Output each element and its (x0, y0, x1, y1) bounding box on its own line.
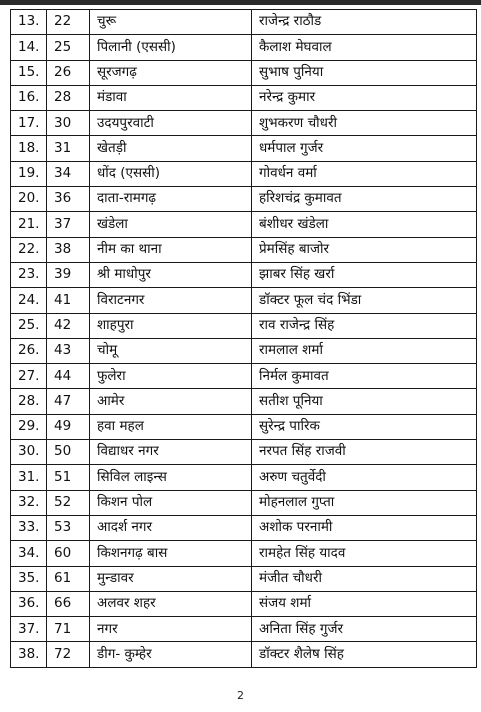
constituency-number-cell: 42 (47, 313, 90, 338)
serial-number-cell: 29. (11, 414, 47, 439)
serial-number-cell: 35. (11, 566, 47, 591)
table-row (11, 338, 477, 363)
candidate-name-cell: शुभकरण चौधरी (252, 111, 477, 136)
constituency-name-cell: किशन पोल (90, 490, 252, 515)
constituency-name-cell: उदयपुरवाटी (90, 111, 252, 136)
table-row (11, 364, 477, 389)
constituency-number-cell: 31 (47, 136, 90, 161)
serial-number-cell: 21. (11, 212, 47, 237)
serial-number-cell: 16. (11, 85, 47, 110)
serial-number-cell: 37. (11, 617, 47, 642)
candidate-name-cell: सतीश पूनिया (252, 389, 477, 414)
candidate-name-cell: निर्मल कुमावत (252, 364, 477, 389)
table-row (11, 262, 477, 287)
table-row (11, 389, 477, 414)
constituency-name-cell: दाता-रामगढ़ (90, 187, 252, 212)
constituency-name-cell: खेतड़ी (90, 136, 252, 161)
serial-number-cell: 26. (11, 338, 47, 363)
constituency-number-cell: 61 (47, 566, 90, 591)
table-row (11, 490, 477, 515)
candidate-name-cell: सुरेन्द्र पारिक (252, 414, 477, 439)
constituency-name-cell: नगर (90, 617, 252, 642)
table-row (11, 161, 477, 186)
serial-number-cell: 22. (11, 237, 47, 262)
constituency-name-cell: शाहपुरा (90, 313, 252, 338)
candidate-name-cell: राव राजेन्द्र सिंह (252, 313, 477, 338)
constituency-name-cell: चोमू (90, 338, 252, 363)
table-row (11, 10, 477, 35)
constituency-number-cell: 22 (47, 10, 90, 35)
serial-number-cell: 15. (11, 60, 47, 85)
candidate-name-cell: डॉक्टर शैलेष सिंह (252, 642, 477, 667)
constituency-name-cell: सिविल लाइन्स (90, 465, 252, 490)
serial-number-cell: 14. (11, 35, 47, 60)
constituency-number-cell: 50 (47, 440, 90, 465)
constituency-number-cell: 28 (47, 85, 90, 110)
serial-number-cell: 19. (11, 161, 47, 186)
table-row (11, 541, 477, 566)
table-row (11, 591, 477, 616)
constituency-name-cell: मंडावा (90, 85, 252, 110)
constituency-number-cell: 43 (47, 338, 90, 363)
constituency-number-cell: 25 (47, 35, 90, 60)
constituency-name-cell: पिलानी (एससी) (90, 35, 252, 60)
table-row (11, 237, 477, 262)
candidate-name-cell: संजय शर्मा (252, 591, 477, 616)
table-row (11, 617, 477, 642)
serial-number-cell: 23. (11, 262, 47, 287)
constituency-name-cell: विद्याधर नगर (90, 440, 252, 465)
constituency-name-cell: श्री माधोपुर (90, 262, 252, 287)
table-row (11, 85, 477, 110)
constituency-number-cell: 52 (47, 490, 90, 515)
constituency-number-cell: 72 (47, 642, 90, 667)
serial-number-cell: 28. (11, 389, 47, 414)
constituency-name-cell: सूरजगढ़ (90, 60, 252, 85)
table-row (11, 313, 477, 338)
table-row (11, 35, 477, 60)
serial-number-cell: 20. (11, 187, 47, 212)
table-row (11, 212, 477, 237)
candidate-name-cell: गोवर्धन वर्मा (252, 161, 477, 186)
candidate-name-cell: अरुण चतुर्वेदी (252, 465, 477, 490)
candidate-name-cell: रामहेत सिंह यादव (252, 541, 477, 566)
constituency-number-cell: 49 (47, 414, 90, 439)
constituency-number-cell: 51 (47, 465, 90, 490)
table-row (11, 111, 477, 136)
candidate-name-cell: बंशीधर खंडेला (252, 212, 477, 237)
candidate-name-cell: डॉक्टर फूल चंद भिंडा (252, 288, 477, 313)
table-row (11, 288, 477, 313)
serial-number-cell: 18. (11, 136, 47, 161)
constituency-name-cell: विराटनगर (90, 288, 252, 313)
serial-number-cell: 30. (11, 440, 47, 465)
serial-number-cell: 17. (11, 111, 47, 136)
table-row (11, 440, 477, 465)
candidate-list-body (11, 10, 477, 668)
constituency-name-cell: चुरू (90, 10, 252, 35)
candidate-name-cell: अशोक परनामी (252, 515, 477, 540)
constituency-name-cell: किशनगढ़ बास (90, 541, 252, 566)
constituency-number-cell: 38 (47, 237, 90, 262)
candidate-name-cell: अनिता सिंह गुर्जर (252, 617, 477, 642)
serial-number-cell: 31. (11, 465, 47, 490)
table-row (11, 566, 477, 591)
candidate-name-cell: कैलाश मेघवाल (252, 35, 477, 60)
serial-number-cell: 34. (11, 541, 47, 566)
constituency-name-cell: आदर्श नगर (90, 515, 252, 540)
candidate-name-cell: नरेन्द्र कुमार (252, 85, 477, 110)
constituency-number-cell: 36 (47, 187, 90, 212)
table-row (11, 136, 477, 161)
constituency-number-cell: 37 (47, 212, 90, 237)
constituency-name-cell: फुलेरा (90, 364, 252, 389)
constituency-number-cell: 53 (47, 515, 90, 540)
constituency-number-cell: 34 (47, 161, 90, 186)
constituency-number-cell: 60 (47, 541, 90, 566)
candidate-name-cell: हरिशचंद्र कुमावत (252, 187, 477, 212)
serial-number-cell: 32. (11, 490, 47, 515)
constituency-name-cell: अलवर शहर (90, 591, 252, 616)
candidate-name-cell: मोहनलाल गुप्ता (252, 490, 477, 515)
candidate-name-cell: नरपत सिंह राजवी (252, 440, 477, 465)
constituency-number-cell: 41 (47, 288, 90, 313)
candidate-name-cell: राजेन्द्र राठौड (252, 10, 477, 35)
table-row (11, 414, 477, 439)
top-edge-bar (0, 0, 481, 5)
constituency-name-cell: नीम का थाना (90, 237, 252, 262)
table-row (11, 515, 477, 540)
constituency-name-cell: हवा महल (90, 414, 252, 439)
candidate-name-cell: मंजीत चौधरी (252, 566, 477, 591)
candidate-name-cell: रामलाल शर्मा (252, 338, 477, 363)
constituency-name-cell: धोंद (एससी) (90, 161, 252, 186)
table-row (11, 187, 477, 212)
candidate-name-cell: प्रेमसिंह बाजोर (252, 237, 477, 262)
constituency-number-cell: 44 (47, 364, 90, 389)
constituency-name-cell: डीग- कुम्हेर (90, 642, 252, 667)
candidate-list-table (10, 9, 477, 668)
constituency-number-cell: 39 (47, 262, 90, 287)
table-row (11, 465, 477, 490)
constituency-number-cell: 66 (47, 591, 90, 616)
constituency-number-cell: 71 (47, 617, 90, 642)
serial-number-cell: 38. (11, 642, 47, 667)
serial-number-cell: 36. (11, 591, 47, 616)
constituency-name-cell: खंडेला (90, 212, 252, 237)
constituency-name-cell: मुन्डावर (90, 566, 252, 591)
serial-number-cell: 33. (11, 515, 47, 540)
serial-number-cell: 24. (11, 288, 47, 313)
table-row (11, 60, 477, 85)
constituency-number-cell: 47 (47, 389, 90, 414)
constituency-number-cell: 30 (47, 111, 90, 136)
page-number: 2 (237, 689, 244, 702)
candidate-name-cell: सुभाष पुनिया (252, 60, 477, 85)
table-row (11, 642, 477, 667)
serial-number-cell: 13. (11, 10, 47, 35)
candidate-name-cell: धर्मपाल गुर्जर (252, 136, 477, 161)
constituency-name-cell: आमेर (90, 389, 252, 414)
serial-number-cell: 27. (11, 364, 47, 389)
candidate-name-cell: झाबर सिंह खर्रा (252, 262, 477, 287)
serial-number-cell: 25. (11, 313, 47, 338)
constituency-number-cell: 26 (47, 60, 90, 85)
